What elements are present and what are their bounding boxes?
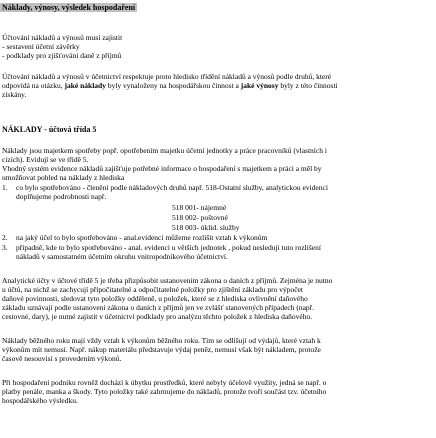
list-item: na jaký účel to bylo spotřebováno - anal.evidenci můžeme rozlišit vztah k výkonům xyxy=(16,233,268,242)
paragraph-line: Při hospodaření podniku rovněž dochází k úbytku prostředků, které nebyly účelově využity, jedná se např. o xyxy=(2,378,327,387)
paragraph-line: Náklady jsou majetkem spotřeby popř. opotřebením majetku účetní jednotky a práce pracovníků (vlastních i xyxy=(2,146,327,155)
intro-bullet: - sestavení účetní závěrky xyxy=(2,42,80,51)
paragraph-line: cestovné, dary), je nutné zajistit v účetnictví podklady pro analýzu těchto položek z hlediska daňového. xyxy=(2,312,313,321)
list-item: případně, kde to bylo spotřebováno - anal. evidenci u větších jednotek , pokud nesleduji tuto rozlišení xyxy=(16,243,321,252)
paragraph-line: cizích). Evidují se ve třídě 5. xyxy=(2,155,89,164)
list-item: co bylo spotřebováno - členění podle nákladových druhů např. 518-Ostatní služby, analytickou evidencí xyxy=(16,183,328,192)
paragraph-line: výkonům mít nemusí. Např. nákup materiálu představuje výdaj peněz, nemusí však být nákladem, protože xyxy=(2,345,321,354)
paragraph-line: časově nesouvisí s provedením výkonů. xyxy=(2,354,122,363)
bold-term: jaké výnosy xyxy=(240,81,279,90)
list-number: 1. xyxy=(2,183,8,192)
section-heading: NÁKLADY - účtová třída 5 xyxy=(2,125,97,134)
document-title: Náklady, výnosy, výsledek hospodaření xyxy=(2,3,136,12)
paragraph-line: u účtů, na nichž se zachycují připočitatelné a odpočitatelné položky pro zjištění základu pro výpočet xyxy=(2,285,303,294)
intro-line: Účtování nákladů a výnosů musí zajistit xyxy=(2,33,123,42)
paragraph-line: hospodářského výsledku. xyxy=(2,396,78,405)
paragraph-line: získány. xyxy=(2,90,27,99)
paragraph-line: Analytické účty v účtové třídě 5 je třeba přizpůsobit ustanovením zákona o daních z příjmů. Zejména je nutno xyxy=(2,276,333,285)
bold-term: jaké náklady xyxy=(64,81,106,90)
list-item-cont: nákladů v samostatném účetním okruhu vnitropodnikového účetnictví. xyxy=(16,252,228,261)
paragraph-line: Vhodný systém evidence nákladů zajišťuje potřebné informace o hospodaření s majetkem a práci a měl by xyxy=(2,164,322,173)
list-number: 3. xyxy=(2,243,8,252)
paragraph-line: Náklady běžného roku mají vždy vztah k výkonům běžného roku. Tím se odlišují od výdajů, které vztah k xyxy=(2,336,321,345)
paragraph-line: platby penále, manka a škody. Tyto položky také zahrnujeme do nákladů, protože tvoří součást tzv. účetního xyxy=(2,387,327,396)
list-item-cont: doplňujeme podrobnosti např. xyxy=(16,192,107,201)
sub-item: 518 002- poštovné xyxy=(172,213,228,222)
sub-item: 518 001- nájemné xyxy=(172,203,227,212)
paragraph-line: základu uznávají podle ustanovení zákona o daních z příjmů jen ve zvlášť stanovených případech (např. xyxy=(2,303,315,312)
paragraph-line: odpovídá na otázku, jaké náklady byly vynaloženy na hospodářskou činnost a jaké výnosy byly z této činnosti xyxy=(2,81,338,90)
paragraph-line: Účtování nákladů a výnosů v účetnictví respektuje proto hledisko třídění nákladů a výnosů podle druhů, které xyxy=(2,72,332,81)
list-number: 2. xyxy=(2,233,8,242)
paragraph-line: daňové povinnosti, sledovat tyto položky odděleně, u položek, které se z hlediska ovlivnění daňového xyxy=(2,294,308,303)
intro-bullet: - podklady pro zjišťování daně z příjmů xyxy=(2,51,122,60)
paragraph-line: umožňovat pohled na náklady z hlediska xyxy=(2,173,125,182)
sub-item: 518 003- úklid. služby xyxy=(172,223,240,232)
